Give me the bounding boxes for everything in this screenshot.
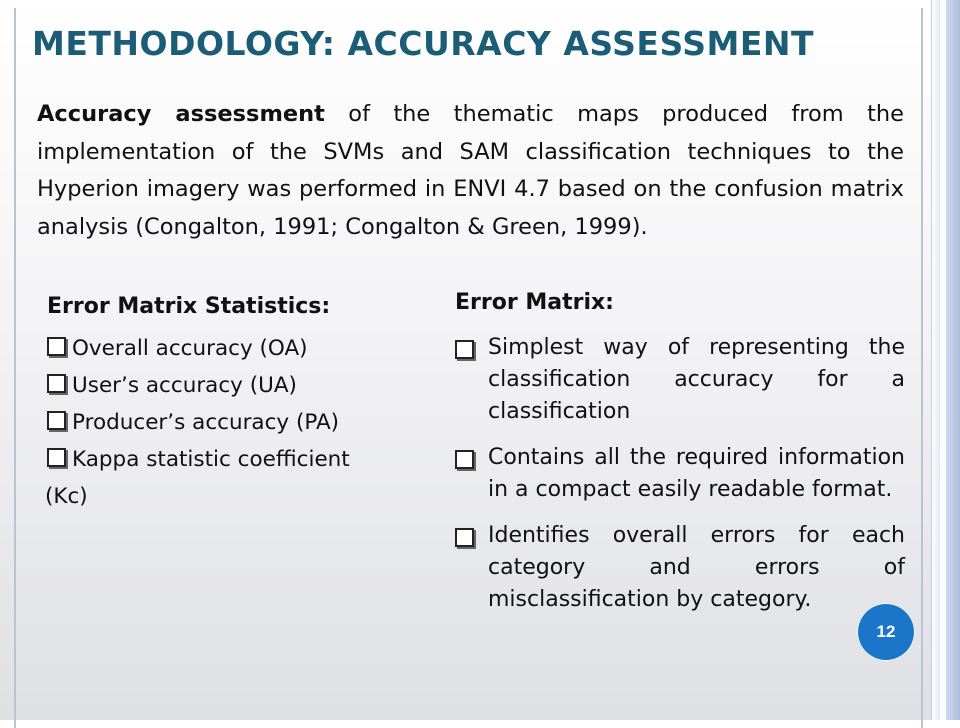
statistics-list <box>47 330 422 515</box>
checkbox-bullet-icon <box>47 448 66 467</box>
slide-title: METHODOLOGY: ACCURACY ASSESSMENT <box>32 24 815 63</box>
list-item <box>455 442 905 506</box>
checkbox-bullet-icon <box>455 340 474 359</box>
checkbox-bullet-icon <box>455 450 474 469</box>
right-heading: Error Matrix: <box>455 290 614 315</box>
checkbox-bullet-icon <box>47 411 66 430</box>
checkbox-bullet-icon <box>47 337 66 356</box>
intro-text: of the thematic maps produced from the implementation of the SVMs and SAM classification techniques to the Hyperion imagery was performed in ENVI 4.7 based on the confusion matrix analysis (Congalton, 1991; Congalton & Green, 1999). <box>37 101 905 240</box>
left-heading: Error Matrix Statistics: <box>47 294 331 319</box>
decorative-side-band <box>931 0 960 720</box>
intro-bold-lead: Accuracy assessment <box>37 101 325 127</box>
list-item-text: Identifies overall errors for each category and errors of misclassification by category. <box>488 523 905 612</box>
list-item-text: User’s accuracy (UA) <box>72 373 297 398</box>
list-item-continuation: (Kc) <box>45 484 88 509</box>
list-item-text: Kappa statistic coefficient <box>72 447 350 472</box>
list-item <box>47 367 422 404</box>
list-item <box>455 332 905 428</box>
page-number-badge: 12 <box>857 603 915 661</box>
error-matrix-list <box>455 332 905 616</box>
checkbox-bullet-icon <box>47 374 66 393</box>
list-item-text: Producer’s accuracy (PA) <box>72 410 340 435</box>
list-item <box>47 404 422 441</box>
list-item <box>455 520 905 616</box>
intro-paragraph <box>37 96 904 246</box>
list-item-text: Contains all the required information in a compact easily readable format. <box>488 445 905 502</box>
error-matrix-section <box>455 288 905 630</box>
list-item <box>47 330 422 367</box>
checkbox-bullet-icon <box>455 528 474 547</box>
list-item-text: Overall accuracy (OA) <box>72 336 308 361</box>
list-item-text: Simplest way of representing the classification accuracy for a classification <box>488 335 905 424</box>
list-item <box>47 441 422 478</box>
error-matrix-statistics-section <box>47 293 422 515</box>
